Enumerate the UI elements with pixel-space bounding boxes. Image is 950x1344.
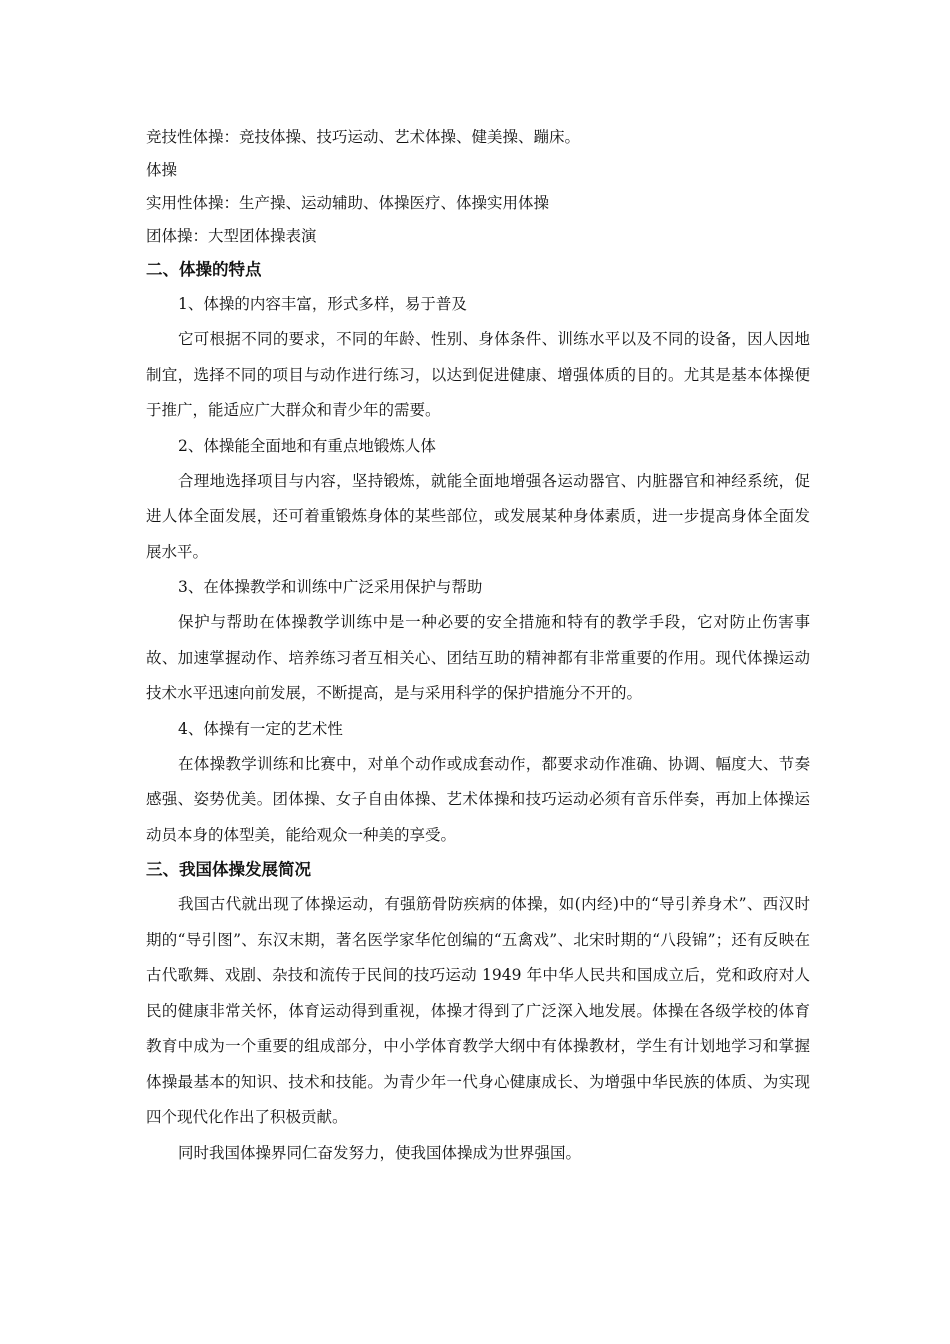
feature-title-2: 2、体操能全面地和有重点地锻炼人体 — [178, 436, 436, 455]
intro-line-competitive: 竞技性体操：竞技体操、技巧运动、艺术体操、健美操、蹦床。 — [146, 128, 581, 146]
intro-line-practical: 实用性体操：生产操、运动辅助、体操医疗、体操实用体操 — [146, 194, 550, 212]
document-page — [146, 121, 810, 1171]
history-paragraph-1: 我国古代就出现了体操运动，有强筋骨防疾病的体操，如(内经)中的“导引养身术”、西汉时期的“导引图”、东汉末期，著名医学家华佗创编的“五禽戏”、北宋时期的“八段锦”；还有反映在古代歌舞、戏剧、杂技和流传于民间的技巧运动 1949 年中华人民共和国成立后，党和政府对人民的健康非常关怀，体育运动得到重视，体操才得到了广泛深入地发展。体操在各级学校的体育教育中成为一个重要的组成部分，中小学体育教学大纲中有体操教材，学生有计划地学习和掌握体操最基本的知识、技术和技能。为青少年一代身心健康成长、为增强中华民族的体质、为实现四个现代化作出了积极贡献。 — [146, 895, 810, 1126]
section-heading-history: 三、我国体操发展简况 — [146, 860, 311, 879]
feature-body-2: 合理地选择项目与内容，坚持锻炼，就能全面地增强各运动器官、内脏器官和神经系统，促进人体全面发展，还可着重锻炼身体的某些部位，或发展某种身体素质，进一步提高身体全面发展水平。 — [146, 471, 810, 561]
intro-line-gymnastics: 体操 — [146, 161, 178, 179]
feature-title-3: 3、在体操教学和训练中广泛采用保护与帮助 — [178, 578, 483, 596]
intro-line-group: 团体操：大型团体操表演 — [146, 227, 317, 245]
feature-title-4: 4、体操有一定的艺术性 — [178, 719, 343, 738]
feature-body-4: 在体操教学训练和比赛中，对单个动作或成套动作，都要求动作准确、协调、幅度大、节奏感强、姿势优美。团体操、女子自由体操、艺术体操和技巧运动必须有音乐伴奏，再加上体操运动员本身的体型美，能给观众一种美的享受。 — [146, 754, 810, 844]
history-paragraph-2: 同时我国体操界同仁奋发努力，使我国体操成为世界强国。 — [178, 1143, 582, 1162]
section-heading-features: 二、体操的特点 — [146, 260, 262, 279]
feature-body-1: 它可根据不同的要求，不同的年龄、性别、身体条件、训练水平以及不同的设备，因人因地制宜，选择不同的项目与动作进行练习，以达到促进健康、增强体质的目的。尤其是基本体操便于推广，能适应广大群众和青少年的需要。 — [146, 330, 810, 419]
feature-body-3: 保护与帮助在体操教学训练中是一种必要的安全措施和特有的教学手段，它对防止伤害事故、加速掌握动作、培养练习者互相关心、团结互助的精神都有非常重要的作用。现代体操运动技术水平迅速向前发展，不断提高，是与采用科学的保护措施分不开的。 — [146, 613, 810, 702]
feature-title-1: 1、体操的内容丰富，形式多样，易于普及 — [178, 295, 467, 313]
